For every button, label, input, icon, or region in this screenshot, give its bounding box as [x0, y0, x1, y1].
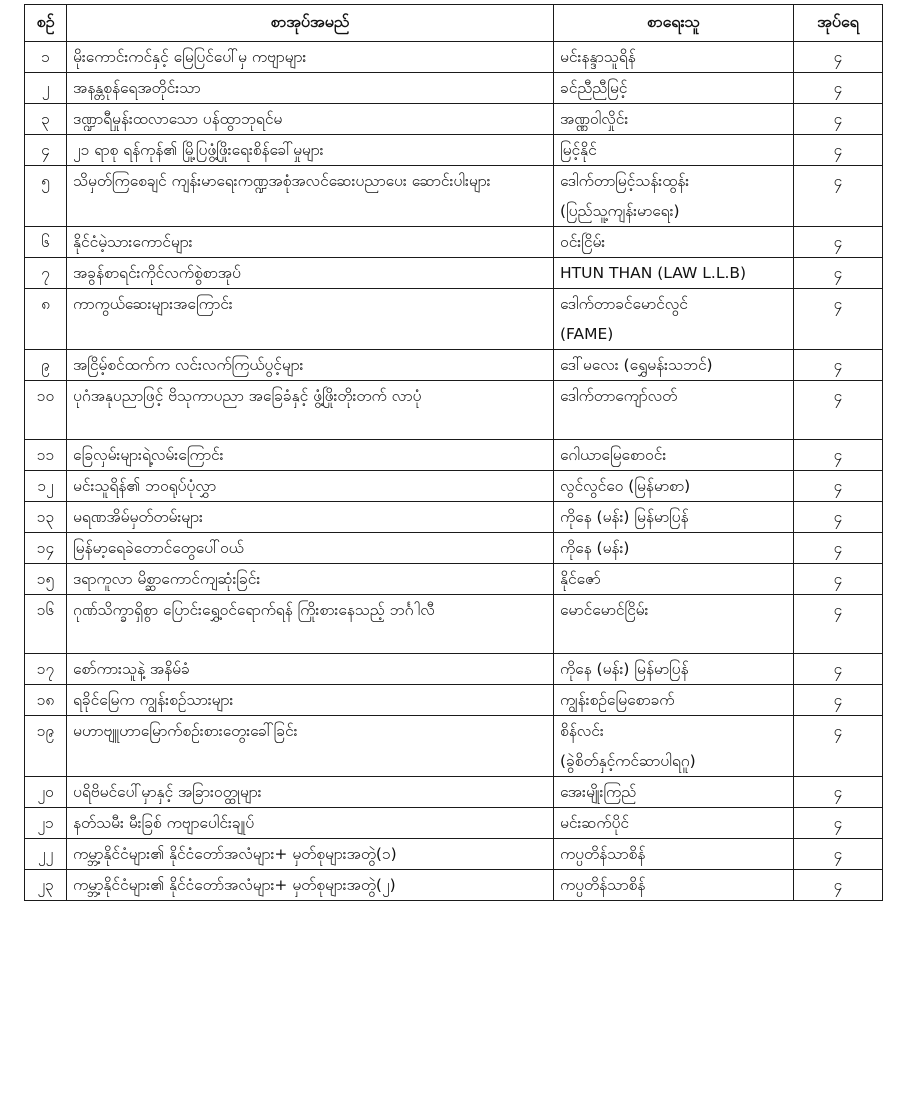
- row-number: ၁၀: [25, 381, 67, 440]
- book-author: ခင်ညီညီမြင့်: [554, 73, 794, 104]
- book-author: ကိုနေ (မန်း) မြန်မာပြန်: [554, 654, 794, 685]
- book-author: ဒေါက်တာမြင့်သန်းထွန်း (ပြည်သူ့ကျန်းမာရေး): [554, 166, 794, 227]
- row-number: ၁၇: [25, 654, 67, 685]
- book-author: နိုင်ဇော်: [554, 564, 794, 595]
- row-number: ၁၃: [25, 502, 67, 533]
- table-row: [25, 777, 883, 808]
- table-row: [25, 502, 883, 533]
- row-number: ၂၃: [25, 870, 67, 901]
- table-row: [25, 808, 883, 839]
- book-title: နတ်သမီး မီးခြစ် ကဗျာပေါင်းချုပ်: [67, 808, 554, 839]
- book-author: ဒေါက်တာကျော်လတ်: [554, 381, 794, 440]
- book-author: အေးမျိုးကြည်: [554, 777, 794, 808]
- table-header-row: [25, 5, 883, 42]
- copy-count: ၄: [794, 654, 883, 685]
- book-title: ပရိဗိမင်ပေါ်မှာနှင့် အခြားဝတ္ထုများ: [67, 777, 554, 808]
- book-title: ဒဏ္ဍာရီမှုန်းထလာသော ပန်ထွာဘုရင်မ: [67, 104, 554, 135]
- book-author: မင်းဆက်ပိုင်: [554, 808, 794, 839]
- book-author: ဒေါက်တာခင်မောင်လွင် (FAME): [554, 289, 794, 350]
- book-title: ကမ္ဘာ့နိုင်ငံများ၏ နိုင်ငံတော်အလံများ+ မှတ်စုများအတွဲ(၂): [67, 870, 554, 901]
- table-row: [25, 289, 883, 350]
- table-row: [25, 595, 883, 654]
- book-author: ဝင်းငြိမ်း: [554, 227, 794, 258]
- row-number: ၉: [25, 350, 67, 381]
- copy-count: ၄: [794, 471, 883, 502]
- copy-count: ၄: [794, 104, 883, 135]
- table-row: [25, 471, 883, 502]
- row-number: ၂၀: [25, 777, 67, 808]
- header-title: စာအုပ်အမည်: [67, 5, 554, 42]
- row-number: ၁၈: [25, 685, 67, 716]
- book-author: စိန်လင်း (ခွဲစိတ်နှင့်ကင်ဆာပါရဂူ): [554, 716, 794, 777]
- book-author: အဏ္ဏဝါလှိုင်း: [554, 104, 794, 135]
- book-author: မောင်မောင်ငြိမ်း: [554, 595, 794, 654]
- row-number: ၂၂: [25, 839, 67, 870]
- book-author: မြင့်နိုင်: [554, 135, 794, 166]
- table-row: [25, 564, 883, 595]
- header-no: စဉ်: [25, 5, 67, 42]
- table-row: [25, 73, 883, 104]
- book-author: ဂေါယာမြေစောဝင်း: [554, 440, 794, 471]
- table-row: [25, 350, 883, 381]
- copy-count: ၄: [794, 289, 883, 350]
- table-row: [25, 654, 883, 685]
- row-number: ၁၂: [25, 471, 67, 502]
- book-title: မဟာဗျူဟာမြောက်စဉ်းစားတွေးခေါ်ခြင်း: [67, 716, 554, 777]
- copy-count: ၄: [794, 227, 883, 258]
- book-author: ကပ္ပတိန်သာစိန်: [554, 839, 794, 870]
- copy-count: ၄: [794, 135, 883, 166]
- book-title: မြန်မာ့ရေခဲတောင်တွေပေါ်ဝယ်: [67, 533, 554, 564]
- copy-count: ၄: [794, 808, 883, 839]
- book-title: မိုးကောင်းကင်နှင့် မြေပြင်ပေါ်မှ ကဗျာများ: [67, 42, 554, 73]
- copy-count: ၄: [794, 166, 883, 227]
- book-title: ၂၁ ရာစု ရန်ကုန်၏ မြို့ပြဖွံ့ဖြိုးရေးစိန်ခေါ်မှုများ: [67, 135, 554, 166]
- row-number: ၈: [25, 289, 67, 350]
- row-number: ၄: [25, 135, 67, 166]
- book-author: HTUN THAN (LAW L.L.B): [554, 258, 794, 289]
- book-title: ကမ္ဘာ့နိုင်ငံများ၏ နိုင်ငံတော်အလံများ+ မှတ်စုများအတွဲ(၁): [67, 839, 554, 870]
- row-number: ၆: [25, 227, 67, 258]
- book-title: အနန္တစုန်ရေအတိုင်းသာ: [67, 73, 554, 104]
- book-author: မင်းနန္ဒာသူရိန်: [554, 42, 794, 73]
- row-number: ၁၅: [25, 564, 67, 595]
- book-title: သိမှတ်ကြစေချင် ကျန်းမာရေးကဏ္ဍအစုံအလင်ဆေးပညာပေး ဆောင်းပါးများ: [67, 166, 554, 227]
- book-title: ကာကွယ်ဆေးများအကြောင်း: [67, 289, 554, 350]
- table-row: [25, 440, 883, 471]
- copy-count: ၄: [794, 502, 883, 533]
- copy-count: ၄: [794, 595, 883, 654]
- copy-count: ၄: [794, 350, 883, 381]
- copy-count: ၄: [794, 440, 883, 471]
- copy-count: ၄: [794, 685, 883, 716]
- book-list-sheet: [24, 4, 882, 901]
- book-author: လွင်လွင်ဝေ (မြန်မာစာ): [554, 471, 794, 502]
- book-title: ခြေလှမ်းများရဲ့လမ်းကြောင်း: [67, 440, 554, 471]
- row-number: ၁၄: [25, 533, 67, 564]
- book-author: ကပ္ပတိန်သာစိန်: [554, 870, 794, 901]
- book-title: စော်ကားသူနဲ့ အနိမ်ခံ: [67, 654, 554, 685]
- table-row: [25, 166, 883, 227]
- row-number: ၃: [25, 104, 67, 135]
- row-number: ၁၉: [25, 716, 67, 777]
- row-number: ၅: [25, 166, 67, 227]
- copy-count: ၄: [794, 381, 883, 440]
- table-row: [25, 135, 883, 166]
- book-title: အငြိမ့်စင်ထက်က လင်းလက်ကြယ်ပွင့်များ: [67, 350, 554, 381]
- copy-count: ၄: [794, 716, 883, 777]
- table-row: [25, 104, 883, 135]
- table-row: [25, 685, 883, 716]
- row-number: ၁: [25, 42, 67, 73]
- table-row: [25, 716, 883, 777]
- table-row: [25, 42, 883, 73]
- row-number: ၂၁: [25, 808, 67, 839]
- row-number: ၁၆: [25, 595, 67, 654]
- book-author: ဒေါ်မလေး (ရွှေမန်းသဘင်): [554, 350, 794, 381]
- book-author: ကိုနေ (မန်း): [554, 533, 794, 564]
- book-title: ရခိုင်မြေက ကျွန်းစဉ်သားများ: [67, 685, 554, 716]
- table-body: [25, 42, 883, 901]
- book-title: ဒရာကူလာ မိစ္ဆာကောင်ကျဆုံးခြင်း: [67, 564, 554, 595]
- book-author: ကိုနေ (မန်း) မြန်မာပြန်: [554, 502, 794, 533]
- book-title: နိုင်ငံမဲ့သားကောင်များ: [67, 227, 554, 258]
- book-list-table: [24, 4, 883, 901]
- copy-count: ၄: [794, 258, 883, 289]
- copy-count: ၄: [794, 870, 883, 901]
- copy-count: ၄: [794, 777, 883, 808]
- book-title: ဂုဏ်သိက္ခာရှိစွာ ပြောင်းရွှေ့ဝင်ရောက်ရန် ကြိုးစားနေသည့် ဘင်္ဂါလီ: [67, 595, 554, 654]
- book-author: ကျွန်းစဉ်မြေစောခက်: [554, 685, 794, 716]
- row-number: ၁၁: [25, 440, 67, 471]
- book-title: မင်းသူရိန်၏ ဘဝရုပ်ပုံလွှာ: [67, 471, 554, 502]
- copy-count: ၄: [794, 533, 883, 564]
- row-number: ၂: [25, 73, 67, 104]
- book-title: အခွန်စာရင်းကိုင်လက်စွဲစာအုပ်: [67, 258, 554, 289]
- copy-count: ၄: [794, 73, 883, 104]
- copy-count: ၄: [794, 42, 883, 73]
- header-author: စာရေးသူ: [554, 5, 794, 42]
- copy-count: ၄: [794, 839, 883, 870]
- copy-count: ၄: [794, 564, 883, 595]
- book-title: ပုဂံအနုပညာဖြင့် ဗိသုကာပညာ အခြေခံနှင့် ဖွံ့ဖြိုးတိုးတက် လာပုံ: [67, 381, 554, 440]
- table-row: [25, 258, 883, 289]
- table-row: [25, 870, 883, 901]
- table-row: [25, 227, 883, 258]
- book-title: မရဏအိမ်မှတ်တမ်းများ: [67, 502, 554, 533]
- table-row: [25, 381, 883, 440]
- header-copies: အုပ်ရေ: [794, 5, 883, 42]
- table-row: [25, 533, 883, 564]
- table-row: [25, 839, 883, 870]
- row-number: ၇: [25, 258, 67, 289]
